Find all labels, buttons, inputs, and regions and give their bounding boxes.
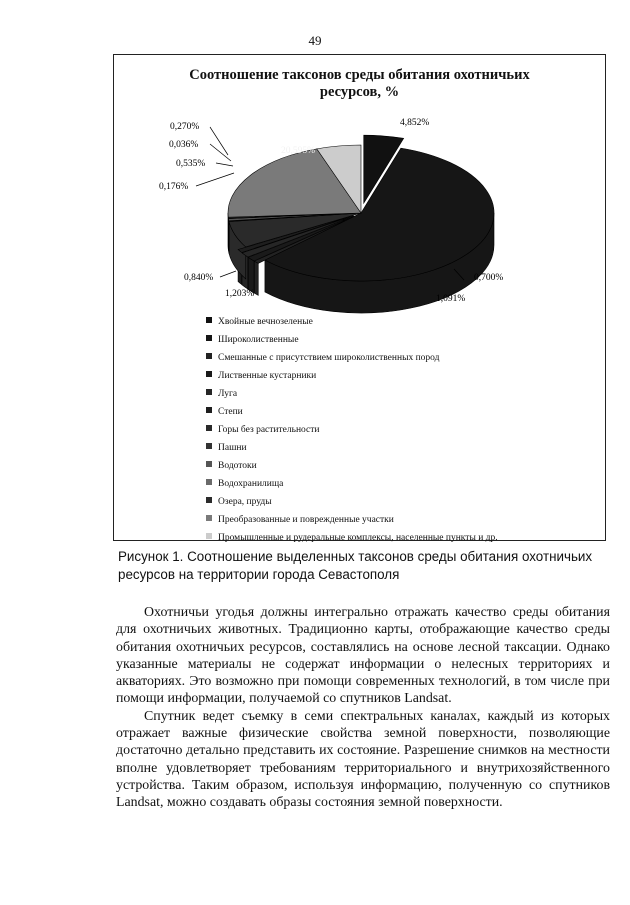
legend-item-смешанные-с-присутствием-широколиственных-пород	[206, 352, 498, 370]
legend-swatch	[206, 533, 212, 539]
legend-swatch	[206, 407, 212, 413]
chart-legend	[206, 316, 498, 550]
legend-label: Озера, пруды	[218, 497, 272, 507]
legend-item-водохранилища	[206, 478, 498, 496]
data-label-луга: 1,203%	[225, 289, 255, 299]
data-label-преобразованные-и-поврежденные-участки: 20,595%	[281, 146, 316, 156]
legend-swatch	[206, 389, 212, 395]
data-label-водохранилища: 0,036%	[169, 140, 199, 150]
leader-line-озера-пруды	[210, 127, 228, 155]
legend-swatch	[206, 371, 212, 377]
legend-item-водотоки	[206, 460, 498, 478]
legend-label: Широколиственные	[218, 335, 299, 345]
legend-label: Луга	[218, 389, 238, 399]
paragraph-1: Охотничьи угодья должны интегрально отражать качество среды обитания для охотничьих животных. Традиционно карты, отображающие качество среды обитания охотничьих ресурсов, составлялись на основе лесной таксации. Однако указанные материалы не содержат информации о нелесных территориях и акваториях. Это возможно при помощи современных технологий, в том числе при помощи информации, получаемой со спутников Landsat.	[116, 605, 610, 707]
paragraph-2: Спутник ведет съемку в семи спектральных каналах, каждый из которых отражает важные физические свойства земной поверхности, позволяющие достаточно детально представить их состояние. Разрешение снимков на местности вполне удовлетворяет требованиям территориального и внутрихозяйственного устройства. Таким образом, используя информацию, полученную со спутников Landsat, можно создавать образы состояния земной поверхности.	[116, 708, 610, 811]
legend-item-пашни	[206, 442, 498, 460]
legend-label: Промышленные и рудеральные комплексы, населенные пункты и др.	[218, 533, 498, 543]
legend-item-преобразованные-и-поврежденные-участки	[206, 514, 498, 532]
legend-label: Смешанные с присутствием широколиственных пород	[218, 353, 440, 363]
page-number: 49	[308, 33, 322, 48]
legend-swatch	[206, 461, 212, 467]
legend-item-лиственные-кустарники	[206, 370, 498, 388]
legend-swatch	[206, 515, 212, 521]
legend-item-широколиственные	[206, 334, 498, 352]
data-label-степи: 0,840%	[184, 273, 214, 283]
leader-line-степи	[220, 271, 236, 277]
chart-title-line-2: ресурсов, %	[319, 84, 400, 100]
leader-line-водохранилища	[210, 144, 231, 161]
pie-slice-side-лиственные-кустарники	[248, 257, 254, 293]
pie-chart	[113, 54, 606, 541]
legend-label: Пашни	[218, 443, 247, 453]
legend-label: Водотоки	[218, 461, 257, 471]
legend-item-хвойные-вечнозеленые	[206, 316, 498, 334]
data-label-озера-пруды: 0,270%	[170, 122, 200, 132]
data-label-смешанные-с-присутствием-широколиственных-пород: 0,700%	[474, 273, 504, 283]
legend-label: Водохранилища	[218, 479, 284, 489]
body-text	[116, 604, 610, 812]
legend-swatch	[206, 425, 212, 431]
legend-item-степи	[206, 406, 498, 424]
legend-label: Преобразованные и поврежденные участки	[218, 515, 394, 525]
legend-swatch	[206, 335, 212, 341]
data-label-лиственные-кустарники: 1,091%	[436, 294, 466, 304]
legend-swatch	[206, 317, 212, 323]
leader-line-пашни	[196, 173, 234, 186]
caption-line-2: ресурсов на территории города Севастополя	[118, 567, 400, 582]
legend-item-озера-пруды	[206, 496, 498, 514]
legend-item-луга	[206, 388, 498, 406]
legend-label: Степи	[218, 407, 243, 417]
legend-item-горы-без-растительности	[206, 424, 498, 442]
caption-line-1: Рисунок 1. Соотношение выделенных таксонов среды обитания охотничьих	[118, 549, 593, 564]
legend-label: Лиственные кустарники	[218, 371, 317, 381]
figure-caption	[118, 548, 608, 584]
leader-line-водотоки	[216, 163, 233, 166]
data-label-хвойные-вечнозеленые: 4,852%	[400, 118, 430, 128]
legend-label: Хвойные вечнозеленые	[218, 317, 313, 327]
data-label-пашни: 0,176%	[159, 182, 189, 192]
chart-title-line-1: Соотношение таксонов среды обитания охотничьих	[189, 67, 530, 83]
legend-swatch	[206, 443, 212, 449]
legend-swatch	[206, 479, 212, 485]
legend-swatch	[206, 497, 212, 503]
pie-slice-side-смешанные-с-присутствием-широколиственных-пород	[254, 261, 258, 295]
legend-swatch	[206, 353, 212, 359]
legend-label: Горы без растительности	[218, 425, 320, 435]
data-label-водотоки: 0,535%	[176, 159, 206, 169]
